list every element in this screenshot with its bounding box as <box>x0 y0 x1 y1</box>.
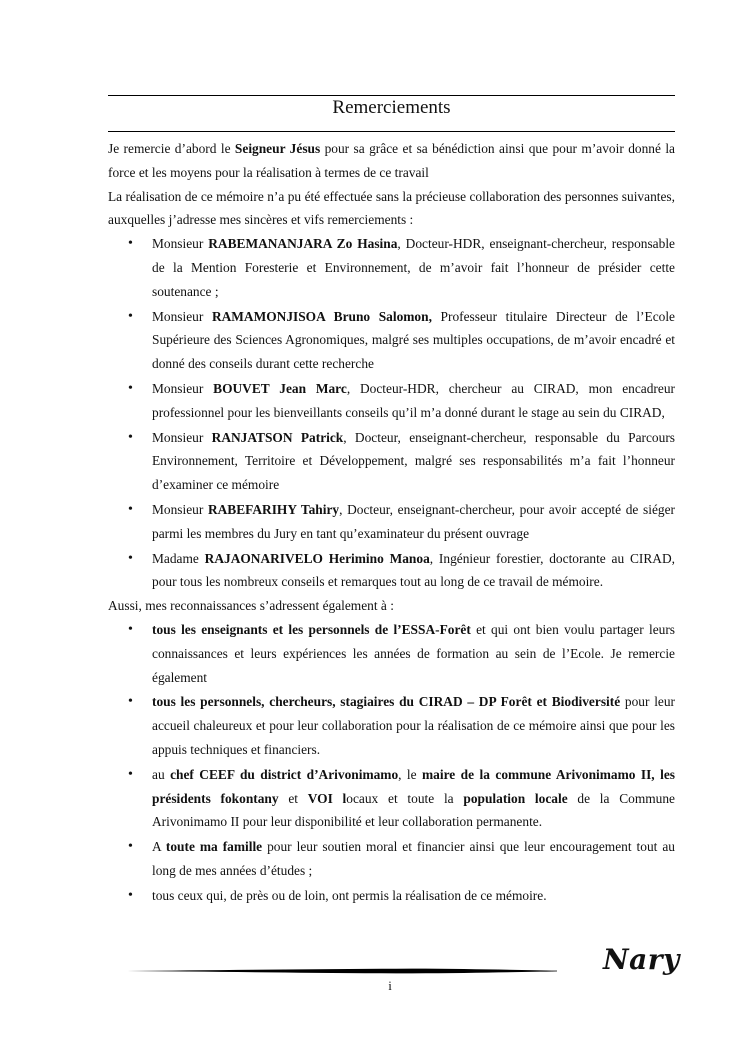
bullet-icon: • <box>128 501 133 517</box>
intro-paragraph: Je remercie d’abord le Seigneur Jésus pour sa grâce et sa bénédiction ainsi que pour m’avoir donné la force et les moyens pour la réalisation à termes de ce travail <box>108 141 675 180</box>
also-paragraph: Aussi, mes reconnaissances s’adressent également à : <box>108 598 394 614</box>
signature: Nary <box>603 943 680 976</box>
bullet-icon: • <box>128 766 133 782</box>
list-item: • Monsieur BOUVET Jean Marc, Docteur-HDR, chercheur au CIRAD, mon encadreur professionnel pour les bienveillants conseils qu’il m’a donné durant le stage au sein du CIRAD, <box>108 377 675 425</box>
others-list <box>108 618 675 908</box>
page-number: i <box>388 978 392 993</box>
bullet-icon: • <box>128 550 133 566</box>
title-rule-bottom <box>108 131 675 132</box>
bullet-icon: • <box>128 621 133 637</box>
bullet-icon: • <box>128 429 133 445</box>
list-item: • A toute ma famille pour leur soutien moral et financier ainsi que leur encouragement tout au long de mes années d’études ; <box>108 835 675 883</box>
people-list <box>108 232 675 594</box>
list-item: • tous ceux qui, de près ou de loin, ont permis la réalisation de ce mémoire. <box>108 884 675 908</box>
footer-divider <box>122 968 557 974</box>
intro-paragraph-2: La réalisation de ce mémoire n’a pu été effectuée sans la précieuse collaboration des personnes suivantes, auxquelles j’adresse mes sincères et vifs remerciements : <box>108 188 675 228</box>
list-item: • tous les enseignants et les personnels de l’ESSA-Forêt et qui ont bien voulu partager leurs connaissances et leurs expériences les années de formation au sein de l’Ecole. Je remercie également <box>108 618 675 689</box>
bullet-icon: • <box>128 694 133 710</box>
list-item: • Monsieur RANJATSON Patrick, Docteur, enseignant-chercheur, responsable du Parcours Environnement, Territoire et Développement, malgré ses responsabilités m’a fait l’honneur d’examiner ce mémoire <box>108 426 675 497</box>
list-item: • Monsieur RABEMANANJARA Zo Hasina, Docteur-HDR, enseignant-chercheur, responsable de la Mention Foresterie et Environnement, de m’avoir fait l’honneur de présider cette soutenance ; <box>108 232 675 303</box>
list-item: • tous les personnels, chercheurs, stagiaires du CIRAD – DP Forêt et Biodiversité pour leur accueil chaleureux et pour leur collaboration pour la réalisation de ce mémoire ainsi que pour les appuis techniques et financiers. <box>108 690 675 761</box>
list-item: • Monsieur RABEFARIHY Tahiry, Docteur, enseignant-chercheur, pour avoir accepté de siéger parmi les membres du Jury en tant qu’examinateur du présent ouvrage <box>108 498 675 546</box>
bullet-icon: • <box>128 887 133 903</box>
bullet-icon: • <box>128 839 133 855</box>
list-item: • Monsieur RAMAMONJISOA Bruno Salomon, Professeur titulaire Directeur de l’Ecole Supérieure des Sciences Agronomiques, malgré ses multiples occupations, de m’avoir encadré et donné des conseils durant cette recherche <box>108 305 675 376</box>
bullet-icon: • <box>128 236 133 252</box>
list-item: • au chef CEEF du district d’Arivonimamo, le maire de la commune Arivonimamo II, les présidents fokontany et VOI locaux et toute la population locale de la Commune Arivonimamo II pour leur disponibilité et leur collaboration permanente. <box>108 763 675 834</box>
acknowledgements-body <box>108 137 675 908</box>
bullet-icon: • <box>128 380 133 396</box>
page-title: Remerciements <box>332 97 451 118</box>
list-item: • Madame RAJAONARIVELO Herimino Manoa, Ingénieur forestier, doctorante au CIRAD, pour tous les nombreux conseils et remarques tout au long de ce travail de mémoire. <box>108 547 675 595</box>
bullet-icon: • <box>128 308 133 324</box>
